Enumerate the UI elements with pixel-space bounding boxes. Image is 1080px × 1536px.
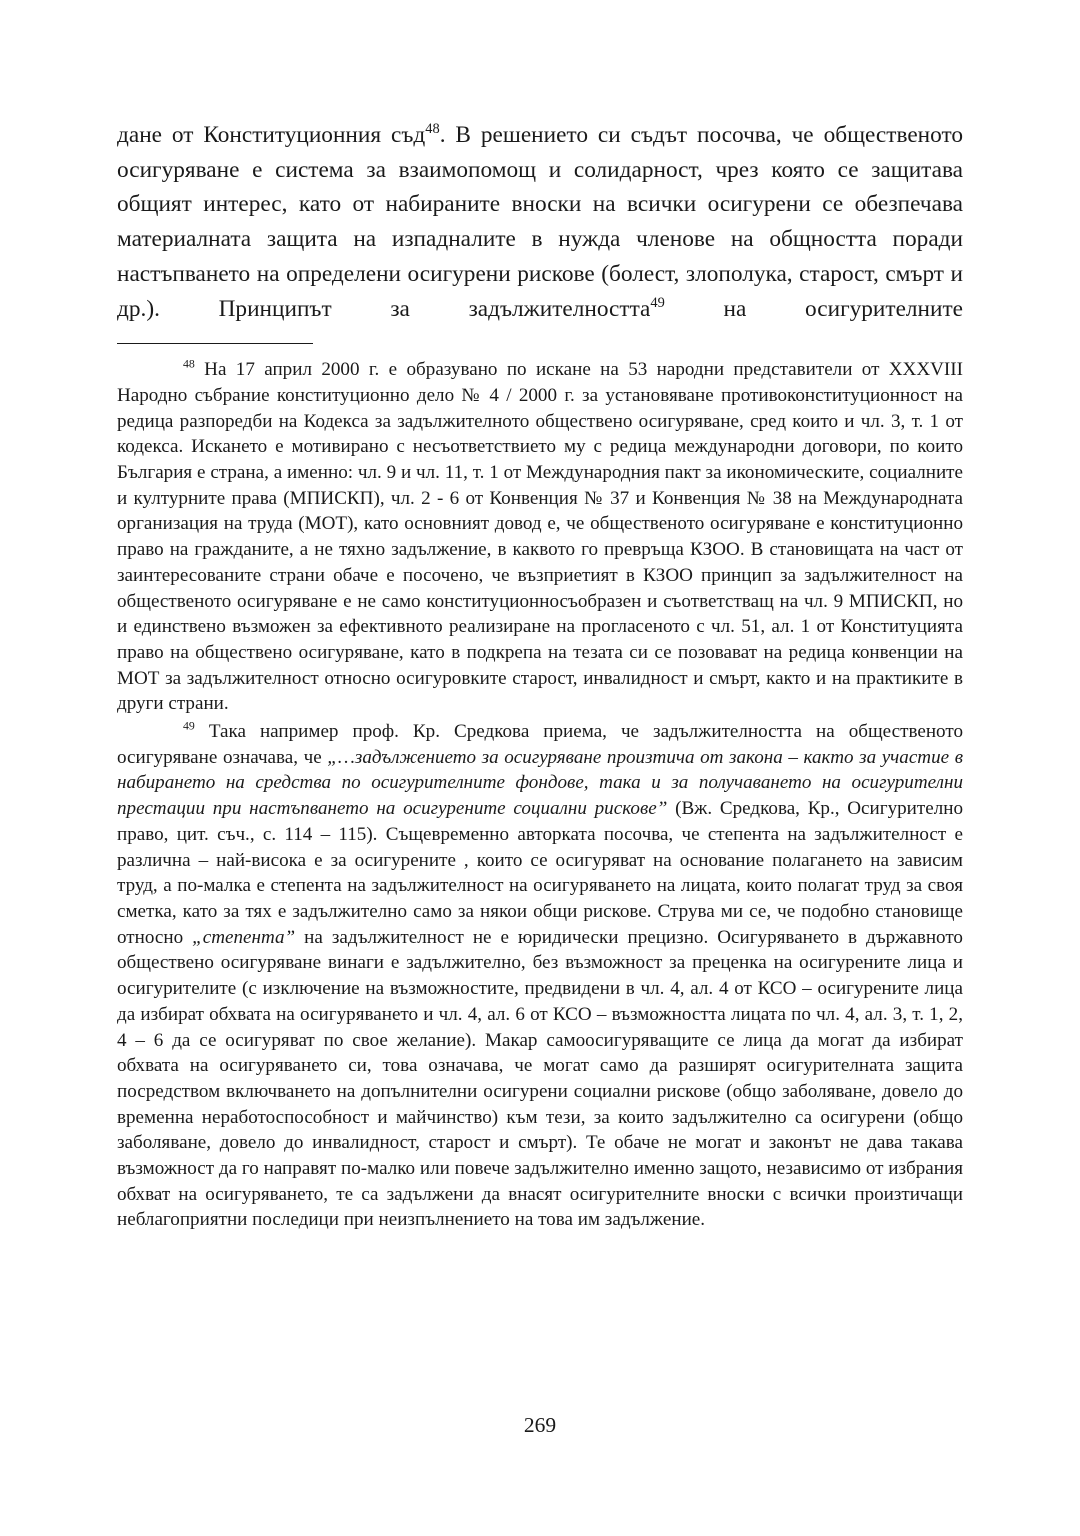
footnote-text-c: на задължителност не е юридически прецизно. Осигуряването в държавното обществено осигуряване винаги е задължително, без възможност за преценка на осигурените лица и осигурителите (с изключение на възможностите, предвидени в чл. 4, ал. 4 от КСО – осигурените лица да избират обхвата на осигуряването и чл. 4, ал. 6 от КСО – възможността лицата по чл. 4, ал. 3, т. 1, 2, 4 – 6 да се осигуряват по свое желание). Макар самоосигуряващите се лица да могат да избират обхвата на осигуряването си, това означава, че могат само да разширят осигурителната защита посредством включването на допълнителни осигурени социални рискове (общо заболяване, довело до временна неработоспособност и майчинство) към тези, за които задължително са осигурени (общо заболяване, довело до инвалидност, старост и смърт). Те обаче не могат и законът не дава такава възможност да го направят по-малко или повече задължително именно защото, независимо от избрания обхват на осигуряването, те са задължени да внасят осигурителните вноски с всички произтичащи неблагоприятни последици при неизпълнението на това им задължение.	[117, 926, 963, 1231]
footnote-number: 49	[183, 718, 195, 733]
footnote-quote-italic: „…задължението за осигуряване произтича от закона – както за участие в набирането на средства по осигурителните фондове, така и за получаването на осигурителни престации при настъпването на осигурените социални рискове”	[117, 746, 963, 820]
body-text-part3: на осигурителните	[664, 295, 963, 322]
footnote-quote-italic: „степента”	[192, 926, 296, 948]
page-number: 269	[523, 1413, 557, 1437]
page-content	[117, 118, 963, 1233]
footnote-48	[117, 357, 963, 717]
footnote-text-a: Така например проф. Кр. Средкова приема, че задължителността на общественото осигуряване означава, че	[117, 721, 963, 768]
footnote-49	[117, 719, 963, 1233]
footnote-ref-49[interactable]: 49	[650, 294, 665, 311]
body-paragraph	[117, 118, 963, 326]
footnote-ref-48[interactable]: 48	[425, 121, 440, 138]
footnote-separator	[117, 343, 313, 344]
body-text-part1: дане от Конституционния съд	[117, 122, 426, 148]
footnote-text: На 17 април 2000 г. е образувано по искане на 53 народни представители от XXXVIII Народно събрание конституционно дело № 4 / 2000 г. за установяване противоконституционност на редица разпоредби на Кодекса за задължителното обществено осигуряване, сред които и чл. 3, т. 1 от кодекса. Искането е мотивирано с несъответствието му с редица международни договори, по които България е страна, а именно: чл. 9 и чл. 11, т. 1 от Международния пакт за икономическите, социалните и културните права (МПИСКП), чл. 2 - 6 от Конвенция № 37 и Конвенция № 38 на Международната организация на труда (МОТ), като основният довод е, че общественото осигуряване е конституционно право на гражданите, а не тяхно задължение, в каквото го превръща КЗОО. В становищата на част от заинтересованите страни обаче е посочено, че възприетият в КЗОО принцип за задължителност на общественото осигуряване е не само конституционносъобразен и съответстващ на чл. 9 МПИСКП, но и единствено възможен за ефективното реализиране на прогласеното с чл. 51, ал. 1 от Конституцията право на обществено осигуряване, като в подкрепа на тезата си се позовават на редица конвенции на МОТ за задължителност относно осигуровките старост, инвалидност и смърт, както и на практиките в други страни.	[117, 359, 963, 715]
footnotes-section	[117, 357, 963, 1233]
footnote-text-b: (Вж. Средкова, Кр., Осигурително право, цит. съч., с. 114 – 115). Същевременно авторката посочва, че степента на задължителност е различна – най-висока е за осигурените , които се осигуряват на основание полагането на зависим труд, а по-малка е степента на задължителност на осигуряването на лицата, които полагат труд за своя сметка, като за тях е задължително само за някои общи рискове. Струва ми се, че подобно становище относно	[117, 798, 963, 948]
body-text-part2: . В решението си съдът посочва, че общественото осигуряване е система за взаимопомощ и солидарност, чрез която се защитава общият интерес, като от набираните вноски на всички осигурени се обезпечава материалната защита на изпадналите в нужда членове на общността поради настъпването на определени осигурени рискове (болест, злополука, старост, смърт и др.). Принципът за задължителността	[117, 122, 963, 322]
footnote-number: 48	[183, 356, 195, 371]
